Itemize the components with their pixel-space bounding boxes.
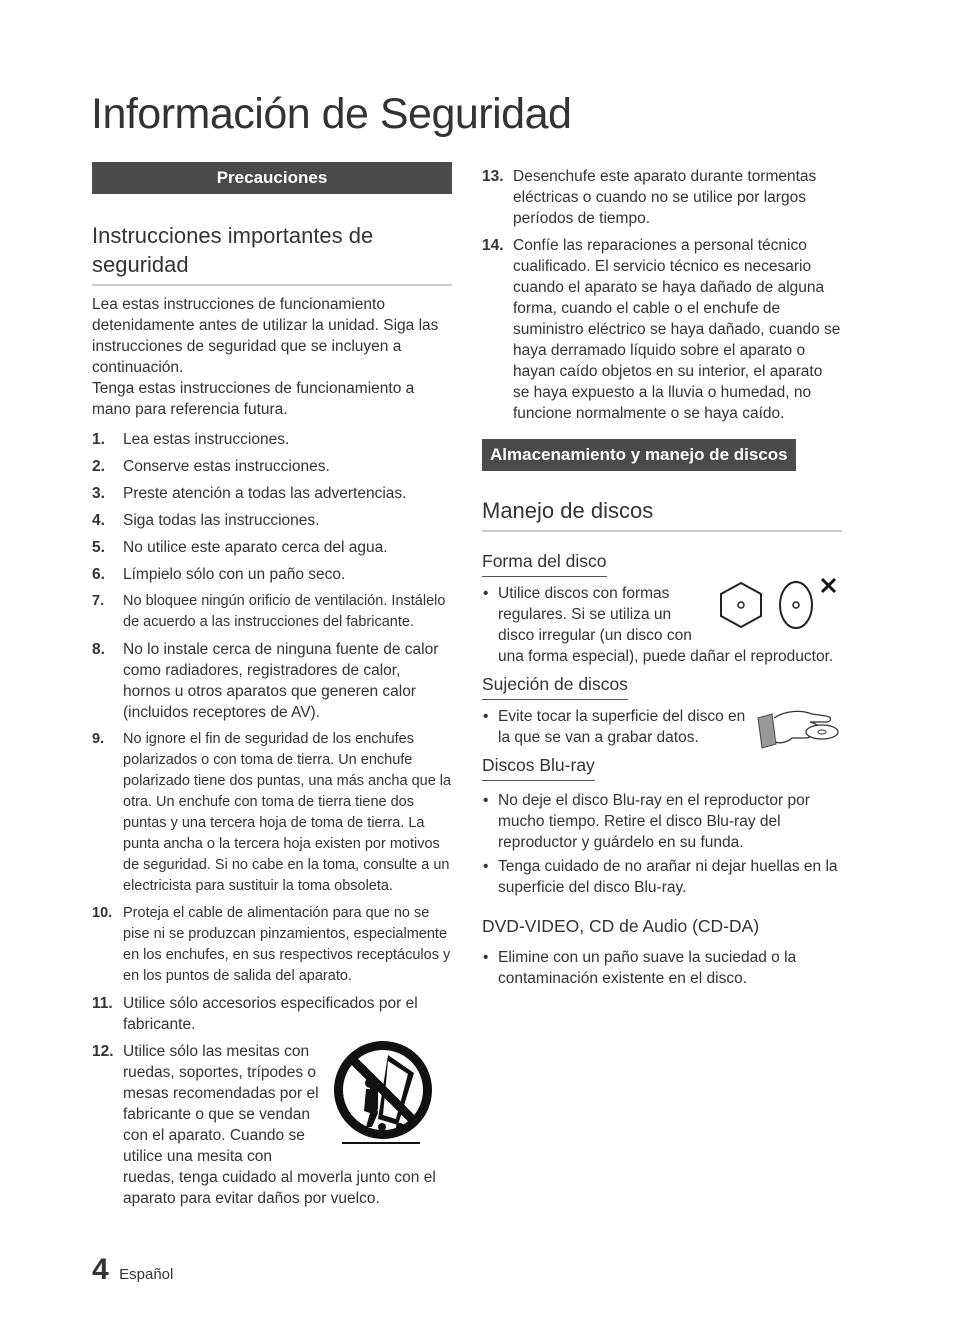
disc-shape-heading: Forma del disco (482, 550, 607, 577)
safety-heading-line1: Instrucciones importantes de (92, 223, 374, 248)
list-item: 11. Utilice sólo accesorios especificados por el fabricante. (92, 995, 418, 1033)
intro-paragraph-2: Tenga estas instrucciones de funcionamiento a mano para referencia futura. (92, 380, 415, 418)
list-item: • Utilice discos con formas regulares. Si se utiliza un disco irregular (un disco con una forma especial), puede dañar el reproductor. (482, 583, 842, 667)
disc-shape-list (482, 583, 842, 667)
list-item: 14. Confíe las reparaciones a personal técnico cualificado. El servicio técnico es necesario cuando el aparato se haya dañado de alguna forma, cuando el cable o el enchufe de suministro eléctrico se haya dañado, cuando se haya derramado líquido sobre el aparato o hayan caído objetos en su interior, el aparato se haya expuesto a la lluvia o humedad, no funcione normalmente o se haya caído. (482, 237, 841, 422)
page-number: 4 (92, 1253, 109, 1286)
safety-list-continued (482, 166, 842, 424)
dvd-cd-list (482, 947, 842, 989)
list-item: 13. Desenchufe este aparato durante tormentas eléctricas o cuando no se utilice por largos períodos de tiempo. (482, 168, 817, 227)
list-item: 1. Lea estas instrucciones. (92, 431, 290, 448)
list-item: • No deje el disco Blu-ray en el reproductor por mucho tiempo. Retire el disco Blu-ray del reproductor y guárdelo en su funda. (482, 790, 842, 853)
list-item: 6. Límpielo sólo con un paño seco. (92, 566, 346, 583)
list-item: 3. Preste atención a todas las advertencias. (92, 485, 407, 502)
cart-warning-icon (328, 1039, 446, 1147)
page-title: Información de Seguridad (91, 90, 572, 138)
list-item: 12. Utilice sólo las mesitas con ruedas, soportes, trípodes o mesas recomendadas por el fabricante o que se vendan con el aparato. Cuando se utilice una mesita con ruedas, tenga cuidado al moverla junto con el aparato para evitar daños por vuelco. (92, 1041, 452, 1209)
list-item: 10. Proteja el cable de alimentación para que no se pise ni se produzcan pinzamientos, especialmente en los enchufes, en sus respectivos receptáculos y en los puntos de salida del aparato. (92, 905, 451, 984)
intro-paragraph-1: Lea estas instrucciones de funcionamiento detenidamente antes de utilizar la unidad. Siga las instrucciones de seguridad que se incluyen a continuación. (92, 296, 439, 376)
hand-holding-disc-icon (752, 704, 842, 750)
disc-holding-heading: Sujeción de discos (482, 673, 628, 700)
list-item: 5. No utilice este aparato cerca del agua. (92, 539, 388, 556)
list-item: • Elimine con un paño suave la suciedad o la contaminación existente en el disco. (482, 947, 842, 989)
list-item: • Tenga cuidado de no arañar ni dejar huellas en la superficie del disco Blu-ray. (482, 856, 842, 898)
disc-handling-heading: Manejo de discos (482, 496, 842, 532)
list-item: • Evite tocar la superficie del disco en la que se van a grabar datos. (482, 706, 842, 748)
right-column (482, 162, 842, 992)
section-bar-precauciones: Precauciones (92, 162, 452, 194)
bluray-list (482, 790, 842, 898)
safety-list (92, 429, 452, 1209)
list-item: 8. No lo instale cerca de ninguna fuente de calor como radiadores, registradores de calor, hornos u otros aparatos que generen calor (incluidos receptores de AV). (92, 641, 439, 721)
list-item: 4. Siga todas las instrucciones. (92, 512, 320, 529)
left-column (92, 162, 452, 1215)
irregular-disc-icon (716, 577, 842, 633)
safety-heading (92, 221, 452, 286)
dvd-cd-heading: DVD-VIDEO, CD de Audio (CD-DA) (482, 916, 760, 936)
section-bar-almacenamiento: Almacenamiento y manejo de discos (482, 439, 796, 471)
page-language: Español (119, 1266, 174, 1283)
list-item: 2. Conserve estas instrucciones. (92, 458, 330, 475)
list-item: 9. No ignore el fin de seguridad de los enchufes polarizados o con toma de tierra. Un enchufe polarizado tiene dos puntas, una más ancha que la otra. Un enchufe con toma de tierra tiene dos puntas y una tercera hoja de toma de tierra. La punta ancha o la tercera hoja existen por motivos de seguridad. Si no cabe en la toma, consulte a un electricista para sustituir la toma obsoleta. (92, 731, 452, 894)
disc-holding-list (482, 706, 842, 748)
list-item: 7. No bloquee ningún orificio de ventilación. Instálelo de acuerdo a las instrucciones del fabricante. (92, 593, 446, 630)
bluray-heading: Discos Blu-ray (482, 754, 595, 781)
page-footer (92, 1253, 173, 1287)
safety-heading-line2: seguridad (92, 252, 189, 277)
